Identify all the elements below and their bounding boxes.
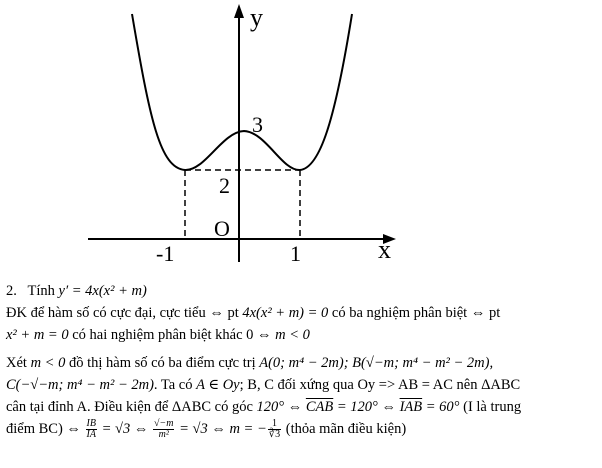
function-curve <box>132 14 352 170</box>
math-span: m < 0 <box>275 327 310 343</box>
x-axis-label: x <box>378 235 391 264</box>
text-span: có hai nghiệm phân biệt khác 0 ⇔ <box>68 327 276 343</box>
condition-line-1 <box>6 302 596 324</box>
fraction-ib-ia <box>86 419 97 440</box>
fraction-numerator: IB <box>86 418 96 430</box>
result-line <box>6 418 596 440</box>
item-word: Tính <box>27 283 55 299</box>
math-span: = 120° ⇔ <box>333 399 400 415</box>
math-span: A(0; m⁴ − 2m); B(√−m; m⁴ − m² − 2m), <box>259 355 494 371</box>
math-span: 4x(x² + m) = 0 <box>242 305 329 321</box>
tick-label-neg1: -1 <box>156 241 175 266</box>
fraction-numerator: 1 <box>268 419 281 430</box>
fraction-sqrt-m <box>153 419 174 440</box>
math-span: m < 0 <box>30 355 66 371</box>
text-span: cân tại đỉnh A. Điều kiện để ΔABC có góc <box>6 399 257 415</box>
y-axis-label: y <box>250 3 263 32</box>
text-span: ĐK để hàm số có cực đại, cực tiểu ⇔ pt <box>6 305 243 321</box>
max-value-label: 3 <box>252 112 263 137</box>
text-span: điểm BC) ⇔ <box>6 421 85 437</box>
text-span: . Ta có <box>153 377 197 393</box>
item-number: 2. <box>6 283 17 299</box>
text-span: đồ thị hàm số có ba điểm cực trị <box>65 355 260 371</box>
angle-iab: $\overline{IAB}$ <box>399 399 423 415</box>
math-span: 120° ⇔ <box>256 399 306 415</box>
extrema-line-2 <box>6 374 596 396</box>
extrema-line-1 <box>6 352 596 374</box>
math-span: = √3 ⇔ m = − <box>175 421 267 437</box>
tick-label-1: 1 <box>290 241 301 266</box>
angle-cab: $\overline{CAB}$ <box>305 399 334 415</box>
text-span: Xét <box>6 355 31 371</box>
text-span: (thỏa mãn điều kiện) <box>282 421 407 437</box>
text-span: có ba nghiệm phân biệt ⇔ pt <box>328 305 501 321</box>
condition-line-2 <box>6 324 596 346</box>
math-span: = 60° <box>422 399 460 415</box>
math-span: A ∈ Oy <box>196 377 240 393</box>
origin-label: O <box>214 216 230 241</box>
fraction-denominator: ∛3 <box>268 429 281 441</box>
fraction-denominator: m² <box>158 429 169 441</box>
text-span: ; B, C đối xứng qua Oy => AB = AC nên ΔABC <box>239 377 521 393</box>
angle-condition-line <box>6 396 596 418</box>
fraction-numerator: √−m <box>154 418 174 430</box>
item-2-heading <box>6 280 596 302</box>
min-value-label: 2 <box>219 173 230 198</box>
derivative-formula: y′ = 4x(x² + m) <box>58 283 147 299</box>
y-axis-arrow-icon <box>234 4 244 18</box>
math-span: x² + m = 0 <box>6 327 69 343</box>
math-span: C(−√−m; m⁴ − m² − 2m) <box>6 377 154 393</box>
solution-text <box>6 280 596 440</box>
text-span: (I là trung <box>459 399 522 415</box>
fraction-denominator: IA <box>86 429 96 441</box>
math-span: = √3 ⇔ <box>98 421 152 437</box>
fraction-one-cbrt3 <box>268 419 281 440</box>
